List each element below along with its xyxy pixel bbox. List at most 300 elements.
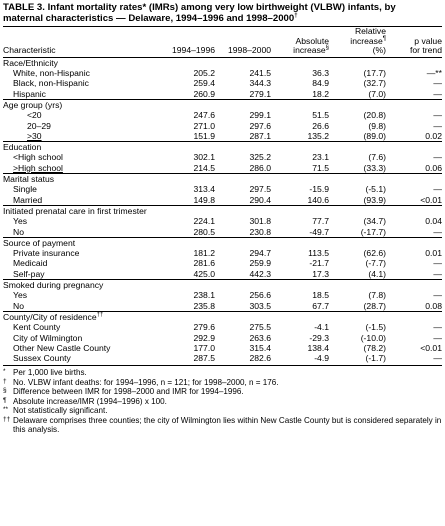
cell-1998-2000-text: 301.8 [249, 216, 271, 227]
cell-1994-1996 [163, 258, 215, 268]
cell-1994-1996-text: 271.0 [193, 120, 215, 131]
section-heading-row [3, 174, 442, 185]
cell-absolute-increase [271, 248, 329, 258]
cell-1994-1996 [163, 110, 215, 120]
footnote [3, 368, 442, 378]
cell-1998-2000 [215, 290, 271, 300]
cell-1994-1996-text: 302.1 [193, 152, 215, 163]
cell-relative-increase [329, 227, 386, 238]
section-heading-row [3, 311, 442, 322]
row-label-text: Self-pay [13, 268, 45, 279]
cell-1998-2000-text: 263.6 [249, 332, 271, 343]
cell-1994-1996 [163, 184, 215, 194]
cell-absolute-increase-text: 140.6 [307, 194, 329, 205]
row-label [3, 269, 163, 280]
cell-relative-increase-text: (-17.7) [360, 226, 386, 237]
cell-1998-2000-text: 286.0 [249, 162, 271, 173]
cell-relative-increase [329, 216, 386, 226]
cell-1998-2000-text: 287.1 [249, 130, 271, 141]
row-label-text: <20 [27, 110, 42, 121]
cell-relative-increase-text: (20.8) [363, 110, 386, 121]
cell-absolute-increase [271, 121, 329, 131]
footnote [3, 378, 442, 388]
cell-p-value [386, 322, 442, 332]
cell-relative-increase [329, 131, 386, 142]
cell-1998-2000 [215, 343, 271, 353]
row-label [3, 343, 163, 353]
cell-p-value [386, 110, 442, 120]
cell-p-value [386, 89, 442, 100]
cell-absolute-increase-text: 17.3 [312, 268, 329, 279]
cell-p-value-text: 0.06 [425, 162, 442, 173]
section-heading-text: Marital status [3, 174, 55, 185]
cell-1998-2000-text: 275.5 [249, 322, 271, 333]
cell-1994-1996 [163, 78, 215, 88]
col-absolute-increase [271, 27, 329, 57]
cell-absolute-increase-text: 71.5 [312, 162, 329, 173]
cell-absolute-increase [271, 353, 329, 363]
cell-1994-1996-text: 281.6 [193, 258, 215, 269]
cell-1998-2000 [215, 333, 271, 343]
cell-1998-2000 [215, 131, 271, 142]
cell-p-value-text: — [433, 184, 442, 195]
table-row [3, 195, 442, 206]
cell-1994-1996 [163, 68, 215, 78]
cell-absolute-increase [271, 163, 329, 174]
cell-relative-increase [329, 163, 386, 174]
cell-1994-1996 [163, 195, 215, 206]
row-label [3, 301, 163, 312]
cell-1994-1996 [163, 301, 215, 312]
cell-absolute-increase-text: 51.5 [312, 110, 329, 121]
row-label [3, 333, 163, 343]
document [3, 2, 442, 522]
cell-relative-increase [329, 78, 386, 88]
row-label-text: Sussex County [13, 353, 71, 364]
table-row [3, 269, 442, 280]
col-1994-1996: 1994–1996 [163, 27, 215, 57]
footnote-text: Absolute increase/IMR (1994–1996) x 100. [13, 396, 167, 406]
table-row [3, 184, 442, 194]
row-label-text: Yes [13, 290, 28, 301]
row-label-text: <High school [13, 152, 63, 163]
cell-1998-2000 [215, 89, 271, 100]
cell-1994-1996 [163, 248, 215, 258]
cell-relative-increase-text: (9.8) [368, 120, 386, 131]
cell-absolute-increase-text: 77.7 [312, 216, 329, 227]
cell-1998-2000 [215, 184, 271, 194]
rel-header-line-1: Relative [354, 26, 386, 36]
table-row [3, 110, 442, 120]
cell-absolute-increase-text: 36.3 [312, 68, 329, 79]
cell-absolute-increase-text: -4.1 [314, 322, 329, 333]
row-label [3, 163, 163, 174]
col-1998-2000: 1998–2000 [215, 27, 271, 57]
cell-1994-1996-text: 247.6 [193, 110, 215, 121]
row-label-text: Black, non-Hispanic [13, 78, 89, 89]
cell-p-value-text: — [433, 110, 442, 121]
row-label-text: Single [13, 184, 37, 195]
footnote-mark: ** [3, 406, 9, 414]
cell-1998-2000-text: 315.4 [249, 342, 271, 353]
section-heading-mark: †† [96, 312, 104, 319]
cell-p-value [386, 290, 442, 300]
cell-relative-increase [329, 248, 386, 258]
section-heading-text: Source of payment [3, 237, 76, 248]
cell-1994-1996 [163, 269, 215, 280]
cell-1994-1996 [163, 131, 215, 142]
cell-1994-1996-text: 280.5 [193, 226, 215, 237]
table-row [3, 216, 442, 226]
cell-relative-increase [329, 195, 386, 206]
section-heading [3, 311, 442, 322]
table-row [3, 131, 442, 142]
cell-p-value [386, 269, 442, 280]
table-row [3, 248, 442, 258]
cell-1994-1996 [163, 290, 215, 300]
row-label-text: Private insurance [13, 248, 80, 259]
cell-relative-increase-text: (7.6) [368, 152, 386, 163]
footnote-mark: † [3, 377, 7, 385]
cell-1998-2000 [215, 163, 271, 174]
cell-absolute-increase-text: 18.2 [312, 88, 329, 99]
cell-p-value [386, 78, 442, 88]
table-row [3, 121, 442, 131]
cell-relative-increase [329, 184, 386, 194]
table-row [3, 68, 442, 78]
cell-p-value [386, 258, 442, 268]
row-label [3, 290, 163, 300]
col-p-value [386, 27, 442, 57]
cell-absolute-increase [271, 301, 329, 312]
cell-relative-increase-text: (28.7) [363, 300, 386, 311]
cell-absolute-increase-text: -15.9 [309, 184, 329, 195]
cell-1994-1996-text: 425.0 [193, 268, 215, 279]
cell-absolute-increase [271, 333, 329, 343]
cell-absolute-increase-text: -49.7 [309, 226, 329, 237]
cell-p-value-text: — [433, 322, 442, 333]
row-label [3, 121, 163, 131]
cell-absolute-increase [271, 110, 329, 120]
table-title [3, 2, 442, 24]
title-footnote-mark: † [294, 12, 298, 19]
footnote-text: Not statistically significant. [13, 406, 108, 416]
section-heading-text: Age group (yrs) [3, 99, 63, 110]
cell-1998-2000 [215, 78, 271, 88]
cell-1994-1996-text: 214.5 [193, 162, 215, 173]
table-row [3, 290, 442, 300]
cell-p-value-text: — [433, 78, 442, 89]
section-heading-text: Race/Ethnicity [3, 57, 58, 68]
cell-1998-2000 [215, 68, 271, 78]
col-characteristic: Characteristic [3, 27, 163, 57]
cell-p-value [386, 163, 442, 174]
cell-absolute-increase [271, 195, 329, 206]
row-label-text: >30 [27, 130, 42, 141]
cell-absolute-increase [271, 78, 329, 88]
header-row [3, 27, 442, 57]
cell-1998-2000-text: 299.1 [249, 110, 271, 121]
cell-1998-2000 [215, 258, 271, 268]
cell-relative-increase [329, 301, 386, 312]
cell-relative-increase [329, 152, 386, 162]
cell-1998-2000-text: 282.6 [249, 353, 271, 364]
cell-1994-1996 [163, 333, 215, 343]
section-heading [3, 174, 442, 185]
cell-relative-increase-text: (-1.7) [365, 353, 386, 364]
cell-1994-1996-text: 238.1 [193, 290, 215, 301]
cell-absolute-increase [271, 131, 329, 142]
cell-absolute-increase [271, 343, 329, 353]
cell-1998-2000 [215, 269, 271, 280]
cell-1998-2000-text: 230.8 [249, 226, 271, 237]
cell-p-value-text: — [433, 88, 442, 99]
row-label-text: White, non-Hispanic [13, 68, 90, 79]
rel-header-line-3: (%) [372, 45, 386, 56]
row-label-text: Other New Castle County [13, 342, 111, 353]
table-row [3, 333, 442, 343]
row-label [3, 152, 163, 162]
cell-1994-1996 [163, 343, 215, 353]
cell-p-value-text: 0.02 [425, 130, 442, 141]
cell-absolute-increase [271, 269, 329, 280]
footnote [3, 387, 442, 397]
section-heading-text: Education [3, 142, 42, 153]
section-heading [3, 280, 442, 291]
row-label [3, 110, 163, 120]
cell-absolute-increase [271, 290, 329, 300]
cell-1998-2000-text: 344.3 [249, 78, 271, 89]
abs-header-line-2: increase [293, 45, 326, 56]
footnote-mark: § [3, 387, 7, 395]
cell-relative-increase-text: (7.0) [368, 88, 386, 99]
table-row [3, 89, 442, 100]
section-heading-text: County/City of residence [3, 311, 97, 322]
abs-header-mark: § [325, 45, 329, 52]
cell-1998-2000 [215, 121, 271, 131]
cell-1998-2000 [215, 353, 271, 363]
cell-absolute-increase-text: 135.2 [307, 130, 329, 141]
footnote-text: Difference between IMR for 1998–2000 and IMR for 1994–1996. [13, 387, 244, 397]
cell-1994-1996-text: 287.5 [193, 353, 215, 364]
abs-header-line-1: Absolute [295, 35, 329, 46]
cell-1994-1996-text: 313.4 [193, 184, 215, 195]
row-label-text: No [13, 226, 24, 237]
cell-p-value [386, 216, 442, 226]
cell-1998-2000 [215, 227, 271, 238]
section-heading [3, 237, 442, 248]
cell-absolute-increase-text: 113.5 [308, 248, 329, 259]
cell-absolute-increase-text: 18.5 [312, 290, 329, 301]
footnote-text: No. VLBW infant deaths: for 1994–1996, n = 121; for 1998–2000, n = 176. [13, 377, 279, 387]
cell-absolute-increase [271, 258, 329, 268]
row-label-text: Kent County [13, 322, 61, 333]
section-heading-row [3, 280, 442, 291]
cell-1994-1996 [163, 152, 215, 162]
cell-1994-1996 [163, 121, 215, 131]
cell-p-value-text: — [433, 268, 442, 279]
cell-p-value [386, 353, 442, 363]
cell-p-value-text: <0.01 [420, 194, 442, 205]
cell-1994-1996-text: 259.4 [193, 78, 215, 89]
cell-relative-increase [329, 121, 386, 131]
row-label [3, 89, 163, 100]
row-label [3, 68, 163, 78]
row-label-text: 20–29 [27, 120, 51, 131]
footnote-mark: ¶ [3, 396, 7, 404]
cell-p-value-text: — [433, 290, 442, 301]
cell-1994-1996-text: 181.2 [193, 248, 215, 259]
table-row [3, 343, 442, 353]
cell-relative-increase [329, 68, 386, 78]
footnote-mark: †† [3, 415, 11, 423]
cell-1998-2000-text: 325.2 [249, 152, 271, 163]
cell-absolute-increase-text: 26.6 [312, 120, 329, 131]
col-relative-increase [329, 27, 386, 57]
cell-relative-increase-text: (-10.0) [360, 332, 386, 343]
section-heading-row [3, 142, 442, 153]
cell-1998-2000-text: 256.6 [249, 290, 271, 301]
cell-1998-2000 [215, 110, 271, 120]
cell-1998-2000 [215, 248, 271, 258]
cell-absolute-increase-text: 138.4 [307, 342, 329, 353]
cell-1994-1996-text: 151.9 [193, 130, 215, 141]
cell-p-value [386, 121, 442, 131]
cell-relative-increase-text: (78.2) [363, 342, 386, 353]
cell-1998-2000-text: 294.7 [249, 248, 271, 259]
row-label [3, 227, 163, 238]
row-label-text: >High school [13, 162, 63, 173]
table-row [3, 227, 442, 238]
footnote [3, 406, 442, 416]
cell-relative-increase [329, 258, 386, 268]
p-header-line-1: p value [414, 35, 442, 46]
section-heading-row [3, 205, 442, 216]
cell-1994-1996-text: 260.9 [193, 88, 215, 99]
cell-1994-1996 [163, 216, 215, 226]
cell-1998-2000-text: 279.1 [249, 88, 271, 99]
cell-p-value-text: <0.01 [420, 342, 442, 353]
cell-absolute-increase [271, 152, 329, 162]
table-row [3, 78, 442, 88]
cell-1998-2000 [215, 152, 271, 162]
cell-p-value-text: — [433, 120, 442, 131]
table-row [3, 258, 442, 268]
cell-relative-increase-text: (-1.5) [365, 322, 386, 333]
cell-1994-1996-text: 235.8 [193, 300, 215, 311]
cell-1994-1996-text: 177.0 [193, 342, 215, 353]
section-heading-row [3, 99, 442, 110]
cell-1994-1996-text: 292.9 [193, 332, 215, 343]
row-label [3, 195, 163, 206]
row-label [3, 353, 163, 363]
cell-1994-1996-text: 205.2 [193, 68, 215, 79]
cell-relative-increase-text: (34.7) [363, 216, 386, 227]
cell-relative-increase [329, 333, 386, 343]
cell-absolute-increase [271, 216, 329, 226]
cell-1994-1996 [163, 322, 215, 332]
cell-relative-increase [329, 290, 386, 300]
table-row [3, 353, 442, 363]
cell-relative-increase-text: (4.1) [368, 268, 386, 279]
table-row [3, 163, 442, 174]
cell-1998-2000-text: 241.5 [249, 68, 271, 79]
cell-1998-2000 [215, 301, 271, 312]
cell-p-value-text: — [433, 152, 442, 163]
cell-1998-2000 [215, 322, 271, 332]
section-heading [3, 205, 442, 216]
cell-1994-1996 [163, 353, 215, 363]
rel-header-line-2: increase [350, 35, 383, 46]
row-label [3, 248, 163, 258]
table-row [3, 152, 442, 162]
cell-relative-increase-text: (-5.1) [365, 184, 386, 195]
cell-relative-increase-text: (7.8) [368, 290, 386, 301]
footnote-text: Per 1,000 live births. [13, 368, 87, 378]
section-heading-row [3, 57, 442, 68]
cell-p-value [386, 248, 442, 258]
cell-p-value [386, 227, 442, 238]
row-label [3, 322, 163, 332]
cell-1994-1996-text: 279.6 [193, 322, 215, 333]
rel-header-mark: ¶ [382, 35, 386, 42]
footnote [3, 397, 442, 407]
section-heading [3, 99, 442, 110]
row-label [3, 216, 163, 226]
cell-absolute-increase [271, 184, 329, 194]
cell-1998-2000-text: 303.5 [249, 300, 271, 311]
section-heading-text: Initiated prenatal care in first trimester [3, 205, 147, 216]
cell-p-value-text: —** [426, 68, 442, 79]
footnote-mark: * [3, 368, 6, 376]
cell-relative-increase [329, 269, 386, 280]
p-header-line-2: for trend [409, 45, 442, 56]
cell-relative-increase-text: (-7.7) [365, 258, 386, 269]
cell-1998-2000-text: 290.4 [249, 194, 271, 205]
section-heading [3, 142, 442, 153]
cell-1994-1996-text: 149.8 [193, 194, 215, 205]
cell-1994-1996-text: 224.1 [193, 216, 215, 227]
cell-p-value-text: 0.04 [425, 216, 442, 227]
cell-p-value [386, 333, 442, 343]
cell-1998-2000-text: 442.3 [249, 268, 271, 279]
cell-p-value [386, 301, 442, 312]
row-label [3, 258, 163, 268]
cell-relative-increase [329, 110, 386, 120]
cell-relative-increase [329, 322, 386, 332]
cell-absolute-increase-text: 67.7 [312, 300, 329, 311]
cell-relative-increase-text: (32.7) [363, 78, 386, 89]
row-label [3, 131, 163, 142]
footnote-text: Delaware comprises three counties; the city of Wilmington lies within New Castle County but is considered separately in this analysis. [13, 415, 442, 435]
row-label [3, 78, 163, 88]
cell-1998-2000-text: 297.6 [249, 120, 271, 131]
cell-absolute-increase-text: 84.9 [312, 78, 329, 89]
cell-relative-increase-text: (17.7) [363, 68, 386, 79]
title-line-1: TABLE 3. Infant mortality rates* (IMRs) among very low birthweight (VLBW) infants, by [3, 2, 396, 13]
row-label-text: Married [13, 194, 43, 205]
cell-p-value [386, 131, 442, 142]
cell-absolute-increase-text: -29.3 [309, 332, 329, 343]
row-label [3, 184, 163, 194]
cell-p-value [386, 152, 442, 162]
section-heading-text: Smoked during pregnancy [3, 280, 104, 291]
cell-p-value-text: 0.01 [425, 248, 442, 259]
row-label-text: Yes [13, 216, 28, 227]
title-line-2: maternal characteristics — Delaware, 1994–1996 and 1998–2000 [3, 13, 295, 24]
cell-1994-1996 [163, 163, 215, 174]
cell-absolute-increase [271, 89, 329, 100]
